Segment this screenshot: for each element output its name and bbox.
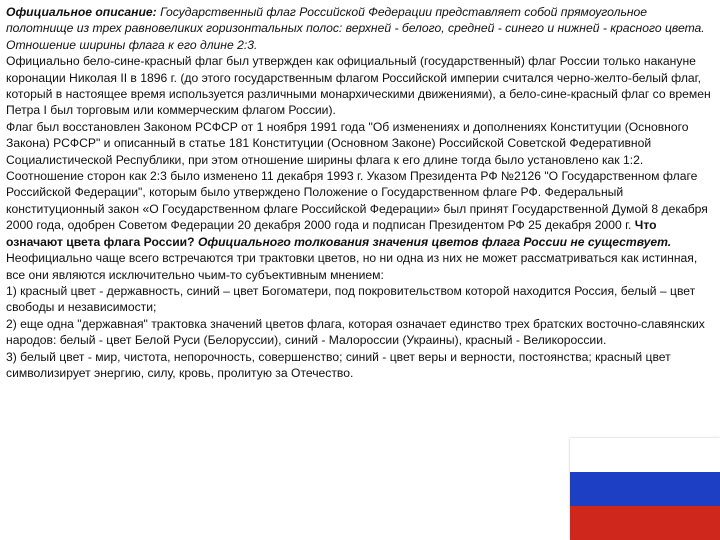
intro-paragraph <box>6 4 714 53</box>
document-text <box>6 4 714 381</box>
history-paragraph: Официально бело-сине-красный флаг был утвержден как официальный (государственный) флаг России только накануне коронации Николая II в 1896 г. (до этого государственным флагом Российской империи считался черно-желто-белый флаг, который в настоящее время используется различными монархическими движениями), а бело-сине-красный флаг со времен Петра I был торговым или коммерческим флагом России). <box>6 54 711 118</box>
intro-label: Официальное описание: <box>6 5 157 19</box>
flag-stripe-blue <box>570 472 720 506</box>
flag-stripe-white <box>570 438 720 472</box>
flag-stripe-red <box>570 506 720 540</box>
interpretation-item-1: 1) красный цвет - державность, синий – цвет Богоматери, под покровительством которой находится Россия, белый – цвет свободы и независимости; <box>6 283 696 315</box>
colors-question: Что означают цвета флага России? <box>6 218 657 249</box>
intro-text: Государственный флаг Российской Федерации представляет собой прямоугольное полотнище из трех равновеликих горизонтальных полос: верхней - белого, средней - синего и нижней - красного цвета. Отношение ширины флага к его длине 2:3. <box>6 5 705 52</box>
restoration-text: Флаг был восстановлен Законом РСФСР от 1 ноября 1991 года "Об изменениях и дополнениях Конституции (Основного Закона) РСФСР" и описанный в статье 181 Конституции (Основном Законе) Российской Советской Федеративной Социалистической Республики, при этом отношение ширины флага к его длине тогда было установлено как 1:2. Соотношение сторон как 2:3 было изменено 11 декабря 1993 г. Указом Президента РФ №2126 "О Государственном флаге Российской Федерации", которым было утверждено Положение о Государственном флаге РФ. Федеральный конституционный закон «О Государственном флаге Российской Федерации» был принят Государственной Думой 8 декабря 2000 года, одобрен Советом Федерации 20 декабря 2000 года и подписан Президентом РФ 25 декабря 2000 г. <box>6 119 708 233</box>
restoration-paragraph <box>6 119 714 283</box>
no-official-interpretation: Официального толкования значения цветов флага России не существует. <box>197 234 672 249</box>
interpretation-item-3: 3) белый цвет - мир, чистота, непорочность, совершенство; синий - цвет веры и верности, постоянства; красный цвет символизирует энергию, силу, кровь, пролитую за Отечество. <box>6 349 671 380</box>
interpretations-intro: Неофициально чаще всего встречаются три трактовки цветов, но ни одна из них не может рассматриваться как истинная, все они являются исключительно чьим-то субъективным мнением: <box>6 251 698 282</box>
russian-flag-image <box>570 438 720 540</box>
interpretation-item-2: 2) еще одна "державная" трактовка значений цветов флага, которая означает единство трех братских восточно-славянских народов: белый - цвет Белой Руси (Белоруссии), синий - Малороссии (Украины), красный - Великороссии. <box>6 316 705 348</box>
